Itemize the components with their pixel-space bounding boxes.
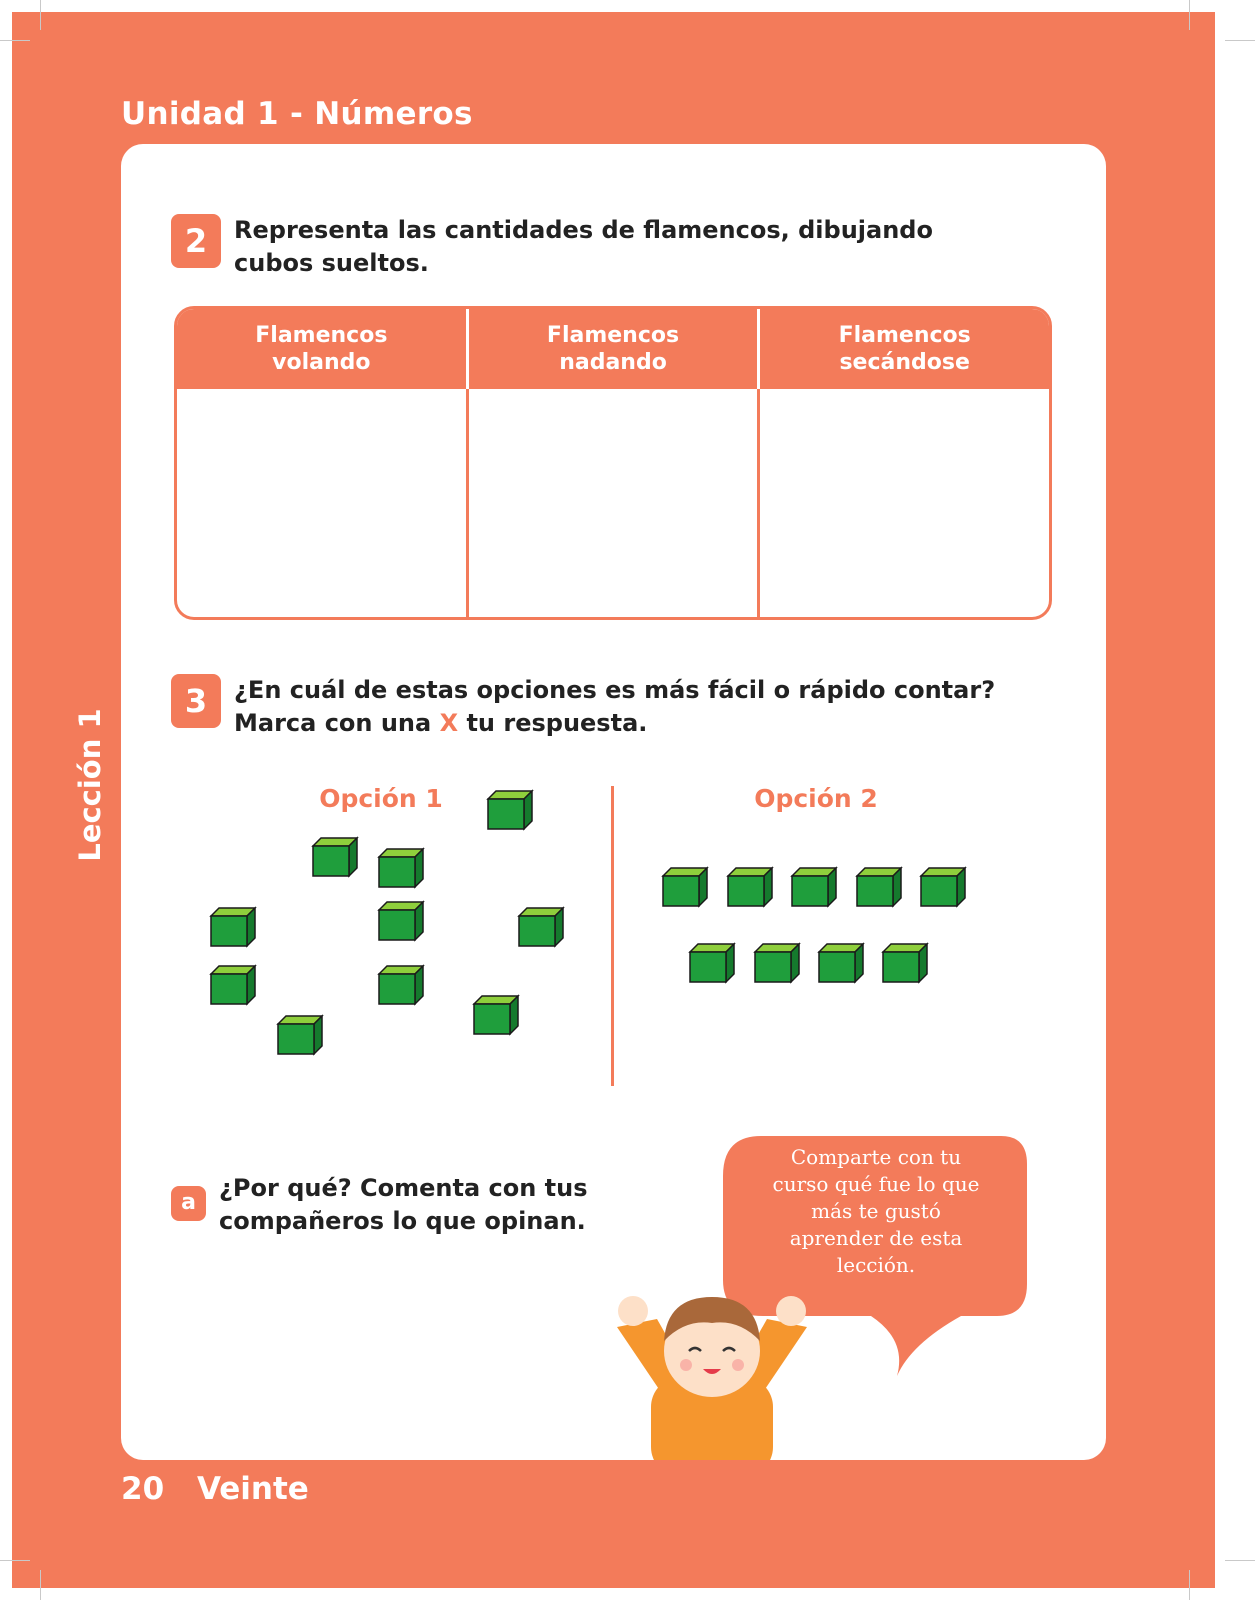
page-footer (121, 1471, 309, 1507)
green-cube-icon (688, 942, 736, 984)
option-2-title: Opción 2 (754, 784, 878, 813)
crop-mark (0, 1560, 30, 1561)
green-cube-icon (817, 942, 865, 984)
child-cheering-illustration (599, 1289, 825, 1460)
question-3-line-2 (234, 707, 1034, 740)
unit-title: Unidad 1 - Números (121, 96, 473, 132)
option-1-title: Opción 1 (319, 784, 443, 813)
green-cube-icon (855, 866, 903, 908)
page-number-word: Veinte (196, 1471, 309, 1507)
flamingo-table (174, 306, 1052, 620)
crop-mark (40, 1570, 41, 1600)
drawing-cell-swimming[interactable] (466, 389, 758, 617)
flamingo-table-body (177, 389, 1049, 617)
green-cube-icon (276, 1014, 324, 1056)
x-mark-icon: X (439, 709, 459, 737)
drawing-cell-flying[interactable] (177, 389, 466, 617)
green-cube-icon (311, 836, 359, 878)
green-cube-icon (790, 866, 838, 908)
green-cube-icon (753, 942, 801, 984)
green-cube-icon (517, 906, 565, 948)
green-cube-icon (377, 964, 425, 1006)
question-2-text: Representa las cantidades de flamencos, dibujando cubos sueltos. (234, 216, 933, 277)
crop-mark (1225, 40, 1255, 41)
green-cube-icon (881, 942, 929, 984)
question-3-text (234, 674, 1034, 740)
green-cube-icon (209, 906, 257, 948)
content-card (121, 144, 1106, 1460)
question-3-line-2-start: Marca con una (234, 709, 432, 737)
green-cube-icon (377, 900, 425, 942)
crop-mark (1189, 1570, 1190, 1600)
question-3-line-2-end: tu respuesta. (466, 709, 648, 737)
column-header-swimming: Flamencos nadando (466, 309, 758, 389)
speech-bubble-text: Comparte con tu curso qué fue lo que más te gustó aprender de esta lección. (772, 1145, 980, 1277)
drawing-cell-drying[interactable] (757, 389, 1049, 617)
column-header-drying: Flamencos secándose (757, 309, 1049, 389)
green-cube-icon (209, 964, 257, 1006)
green-cube-icon (472, 994, 520, 1036)
green-cube-icon (919, 866, 967, 908)
crop-mark (1225, 1560, 1255, 1561)
options-divider (611, 786, 614, 1086)
column-header-flying: Flamencos volando (255, 323, 388, 375)
question-a-text: ¿Por qué? Comenta con tus compañeros lo que opinan. (219, 1174, 588, 1235)
question-3-badge: 3 (171, 674, 221, 728)
crop-mark (1189, 0, 1190, 30)
question-a-badge: a (171, 1186, 206, 1221)
crop-mark (40, 0, 41, 30)
lesson-side-label: Lección 1 (73, 708, 107, 862)
question-2-badge: 2 (171, 214, 221, 268)
flamingo-table-header (177, 309, 1049, 389)
green-cube-icon (661, 866, 709, 908)
page-number: 20 (121, 1471, 165, 1507)
question-3-line-1: ¿En cuál de estas opciones es más fácil o rápido contar? (234, 676, 996, 704)
green-cube-icon (726, 866, 774, 908)
green-cube-icon (377, 847, 425, 889)
green-cube-icon (486, 789, 534, 831)
crop-mark (0, 40, 30, 41)
